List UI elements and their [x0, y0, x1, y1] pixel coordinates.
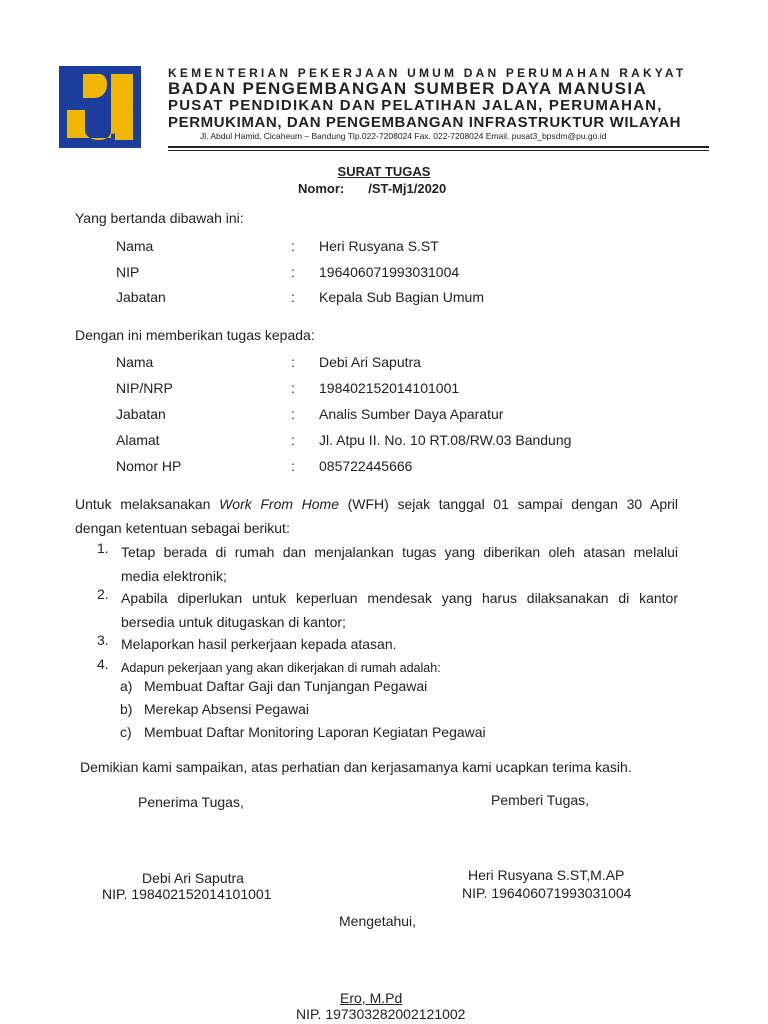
ack-nip: NIP. 197303282002121002 — [296, 1006, 466, 1022]
assignee-phone-value: 085722445666 — [319, 458, 413, 474]
signer-name-label: Nama — [116, 238, 154, 254]
colon: : — [291, 264, 295, 280]
signer-nip-label: NIP — [116, 264, 140, 280]
assignee-name-value: Debi Ari Saputra — [319, 354, 421, 370]
closing-text: Demikian kami sampaikan, atas perhatian dan kerjasamanya kami ucapkan terima kasih. — [80, 759, 632, 775]
list-item-text: bersedia untuk ditugaskan di kantor; — [121, 614, 346, 630]
ministry-name: KEMENTERIAN PEKERJAAN UMUM DAN PERUMAHAN RAKYAT — [168, 66, 687, 80]
assignee-phone-label: Nomor HP — [116, 458, 182, 474]
header-rule-thick — [168, 146, 709, 148]
list-number: 4. — [97, 656, 109, 672]
colon: : — [291, 354, 295, 370]
list-item-text: Melaporkan hasil perkerjaan kepada atasan. — [121, 636, 397, 652]
list-number: 1. — [97, 540, 109, 556]
giver-nip: NIP. 196406071993031004 — [462, 885, 632, 901]
giver-name: Heri Rusyana S.ST,M.AP — [468, 867, 625, 883]
receiver-nip: NIP. 198402152014101001 — [102, 886, 272, 902]
list-item-text: Apabila diperlukan untuk keperluan mendesak yang harus dilaksanakan di kantor — [121, 590, 678, 606]
assignee-address-value: Jl. Atpu II. No. 10 RT.08/RW.03 Bandung — [319, 432, 572, 448]
colon: : — [291, 238, 295, 254]
body-text-italic: Work From Home — [219, 496, 339, 512]
colon: : — [291, 406, 295, 422]
ack-name: Ero, M.Pd — [340, 990, 403, 1006]
body-text: Untuk melaksanakan — [75, 496, 211, 512]
list-item-text: Tetap berada di rumah dan menjalankan tugas yang diberikan oleh atasan melalui — [121, 544, 678, 560]
office-address: Jl. Abdul Hamid, Cicaheum – Bandung Tlp.022-7208024 Fax. 022-7208024 Email. pusat3_bpsdm@pu.go.id — [200, 131, 607, 141]
letter-number-label: Nomor: — [298, 181, 345, 196]
assignee-position-label: Jabatan — [116, 406, 166, 422]
colon: : — [291, 380, 295, 396]
header-rule-thin — [168, 150, 709, 151]
list-number: 2. — [97, 586, 109, 602]
signer-nip-value: 196406071993031004 — [319, 264, 460, 280]
signer-position-value: Kepala Sub Bagian Umum — [319, 289, 484, 305]
sublist-letter: c) — [120, 724, 132, 740]
sublist-item-text: Membuat Daftar Monitoring Laporan Kegiatan Pegawai — [144, 724, 486, 740]
center-name-line1: PUSAT PENDIDIKAN DAN PELATIHAN JALAN, PERUMAHAN, — [168, 97, 663, 114]
sublist-item-text: Membuat Daftar Gaji dan Tunjangan Pegawai — [144, 678, 428, 694]
body-paragraph-line2: dengan ketentuan sebagai berikut: — [75, 520, 290, 536]
letter-title: SURAT TUGAS — [337, 164, 431, 179]
signer-position-label: Jabatan — [116, 289, 166, 305]
assignee-nip-label: NIP/NRP — [116, 380, 173, 396]
intro-text: Yang bertanda dibawah ini: — [75, 210, 244, 226]
assignee-nip-value: 198402152014101001 — [319, 380, 460, 396]
letter-number-value: /ST-Mj1/2020 — [368, 181, 447, 196]
sublist-item-text: Merekap Absensi Pegawai — [144, 701, 309, 717]
assignee-name-label: Nama — [116, 354, 154, 370]
body-paragraph-line1 — [75, 492, 678, 516]
sublist-letter: a) — [120, 678, 133, 694]
sublist-letter: b) — [120, 701, 133, 717]
list-item-text: Adapun pekerjaan yang akan dikerjakan di rumah adalah: — [121, 661, 441, 675]
colon: : — [291, 458, 295, 474]
pu-logo — [59, 66, 141, 148]
signer-name-value: Heri Rusyana S.ST — [319, 238, 439, 254]
letter-number — [298, 181, 446, 196]
giver-label: Pemberi Tugas, — [491, 792, 590, 808]
colon: : — [291, 432, 295, 448]
agency-name: BADAN PENGEMBANGAN SUMBER DAYA MANUSIA — [168, 79, 648, 98]
center-name-line2: PERMUKIMAN, DAN PENGEMBANGAN INFRASTRUKTUR WILAYAH — [168, 114, 682, 131]
colon: : — [291, 289, 295, 305]
body-text: (WFH) sejak tanggal 01 sampai dengan 30 April — [347, 496, 678, 512]
list-item-text: media elektronik; — [121, 568, 227, 584]
acknowledged-label: Mengetahui, — [339, 913, 417, 929]
receiver-label: Penerima Tugas, — [138, 794, 244, 810]
assignee-address-label: Alamat — [116, 432, 160, 448]
list-number: 3. — [97, 632, 109, 648]
assignee-position-value: Analis Sumber Daya Aparatur — [319, 406, 504, 422]
receiver-name: Debi Ari Saputra — [142, 870, 244, 886]
assign-intro-text: Dengan ini memberikan tugas kepada: — [75, 327, 315, 343]
